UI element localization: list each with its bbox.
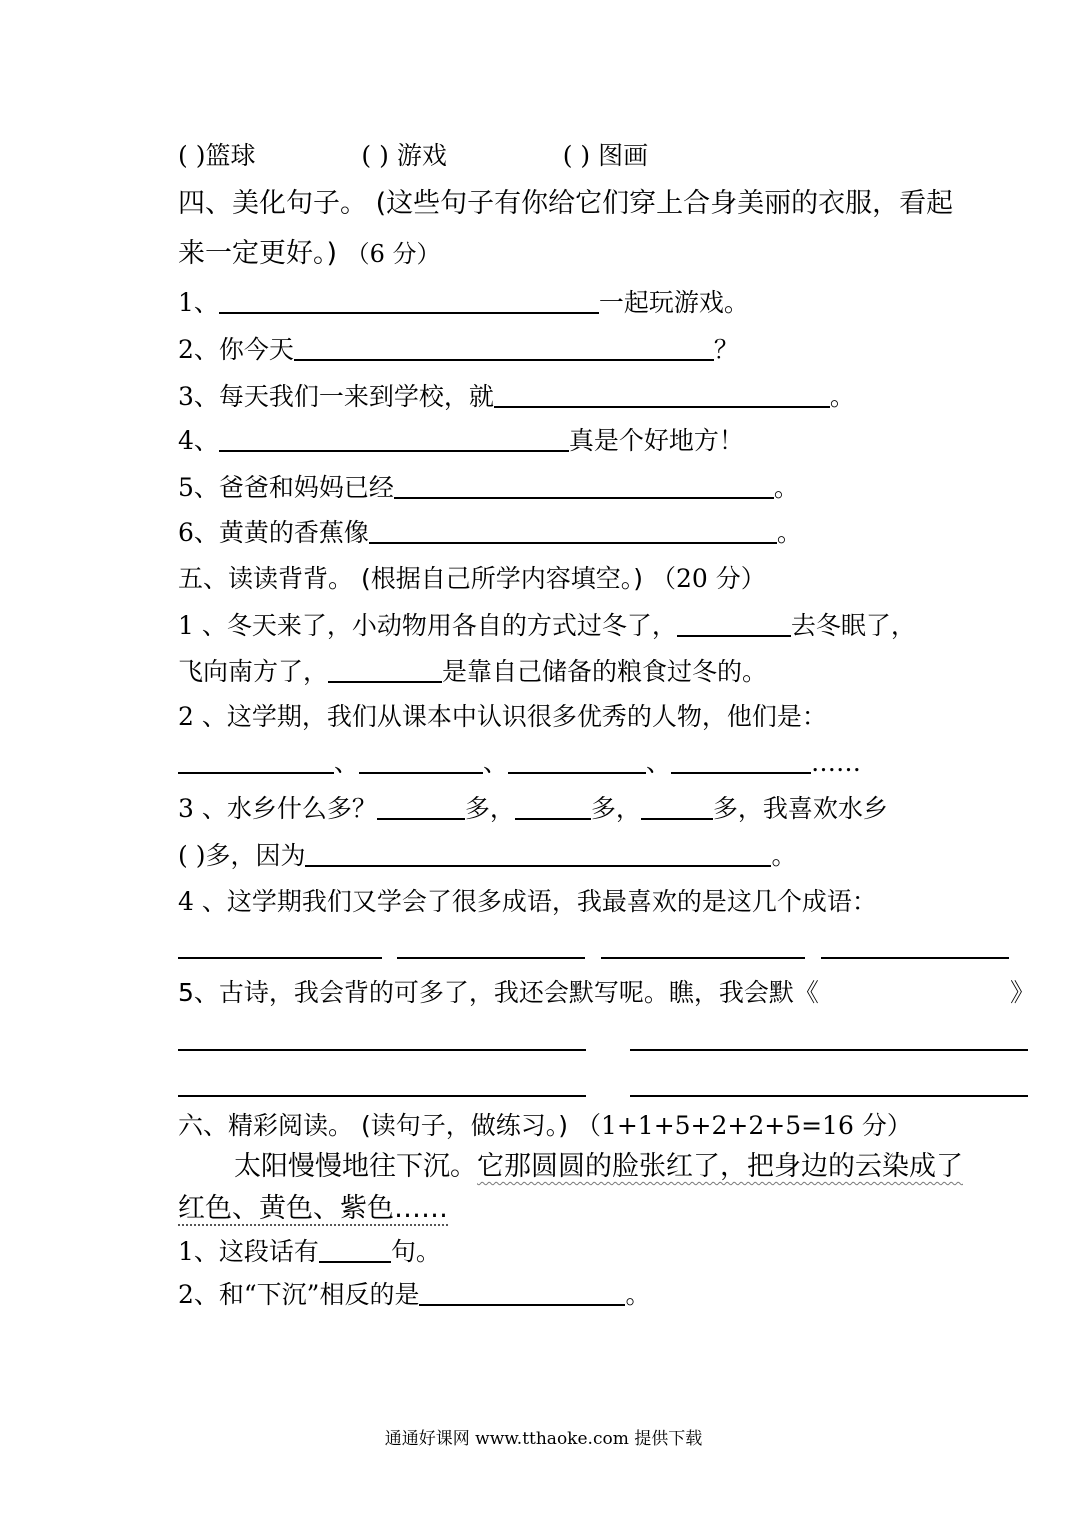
section5-title-line [178,562,766,596]
paren-drawing: ( ) [562,141,591,170]
s5-q2-line1: 2 、这学期，我们从课本中认识很多优秀的人物，他们是： [178,702,827,731]
s4-blank-5[interactable] [394,473,774,499]
passage-sentence-2: 它那圆圆的脸张红了，把身边的云染成了 [477,1151,963,1182]
s4-item-4: 4、 真是个好地方！ [178,426,744,455]
s5-q3-blank-3[interactable] [641,794,713,820]
s5-q2-blank-2[interactable] [359,748,483,774]
s5-q2-blank-1[interactable] [178,748,334,774]
passage-sentence-1: 太阳慢慢地往下沉。 [234,1151,477,1182]
s4-item-1: 1、 一起玩游戏。 [178,288,749,317]
section5-title: 五、读读背背。 [178,564,354,593]
s4-blank-3[interactable] [494,382,830,408]
s5-q4-blank-2[interactable] [397,957,585,959]
section6-score: （1+1+5+2+2+5=16 分） [575,1111,912,1140]
word-drawing: 图画 [598,141,649,170]
s5-q1-line2: 飞向南方了， 是靠自己储备的粮食过冬的。 [178,657,768,686]
section4-title: 四、美化句子。 [178,188,367,219]
passage-line2 [178,1192,448,1226]
section5-score: （20 分） [650,564,766,593]
s4-item-5: 5、爸爸和妈妈已经 。 [178,473,799,502]
section4-note-line1: (这些句子有你给它们穿上合身美丽的衣服，看起 [375,188,954,219]
s6-q2: 2、和“下沉”相反的是 。 [178,1280,651,1309]
s5-q5-line1: 5、古诗，我会背的可多了，我还会默写呢。瞧，我会默《 [178,978,819,1007]
s5-q4-blank-1[interactable] [178,957,382,959]
section4-score: （6 分） [345,240,441,268]
s5-q5-close: 》 [1010,978,1036,1007]
s5-q1-blank-1[interactable] [677,611,791,637]
s5-q5-blank-1[interactable] [178,1049,586,1051]
s4-item-3: 3、每天我们一来到学校，就 。 [178,382,855,411]
s4-blank-2[interactable] [294,335,714,361]
s5-q2-blank-3[interactable] [508,748,646,774]
paren-game: ( ) [361,141,389,170]
s4-blank-6[interactable] [369,518,777,544]
s5-q3-blank-1[interactable] [377,794,465,820]
s5-q2-blank-4[interactable] [671,748,811,774]
s5-q5-blank-4[interactable] [630,1095,1028,1097]
s5-q3-blank-2[interactable] [515,794,591,820]
s6-q2-blank[interactable] [419,1280,625,1306]
passage-line1 [178,1150,963,1184]
s6-q1-blank[interactable] [319,1237,391,1263]
section6-title-line [178,1109,912,1143]
s5-q5-blank-2[interactable] [630,1049,1028,1051]
s5-q1-line1: 1 、冬天来了，小动物用各自的方式过冬了， 去冬眠了， [178,611,916,640]
s5-q3-line2: ( )多，因为 。 [178,841,797,870]
s5-q1-blank-2[interactable] [328,657,442,683]
s6-q1: 1、这段话有 句。 [178,1237,441,1266]
top-row [178,139,648,173]
s5-q3-line1: 3 、水乡什么多？ 多， 多， 多，我喜欢水乡 [178,794,888,823]
word-game: 游戏 [396,141,447,170]
s5-q2-line2: 、 、 、 …… [178,746,861,780]
s4-item-6: 6、黄黄的香蕉像 。 [178,518,802,547]
word-basketball: 篮球 [205,141,256,170]
s4-blank-4[interactable] [219,426,569,452]
section6-title: 六、精彩阅读。 [178,1111,354,1140]
section4-note-line2: 来一定更好。) （6 分） [178,238,441,269]
section5-note: (根据自己所学内容填空。) [360,564,643,593]
s4-item-2: 2、你今天 ？ [178,335,739,364]
s5-q3-blank-4[interactable] [305,841,771,867]
s4-blank-1[interactable] [219,288,599,314]
paren-basketball: ( ) [178,141,206,170]
page-footer: 通通好课网 www.tthaoke.com 提供下载 [384,1429,703,1449]
s5-q4-line1: 4 、这学期我们又学会了很多成语，我最喜欢的是这几个成语： [178,887,877,916]
s5-q5-blank-3[interactable] [178,1095,586,1097]
s5-q4-blank-4[interactable] [821,957,1009,959]
section6-note: (读句子，做练习。) [360,1111,568,1140]
s5-q4-blank-3[interactable] [601,957,805,959]
section4-title-line [178,187,953,221]
passage-sentence-3: 红色、黄色、紫色…… [178,1193,448,1224]
